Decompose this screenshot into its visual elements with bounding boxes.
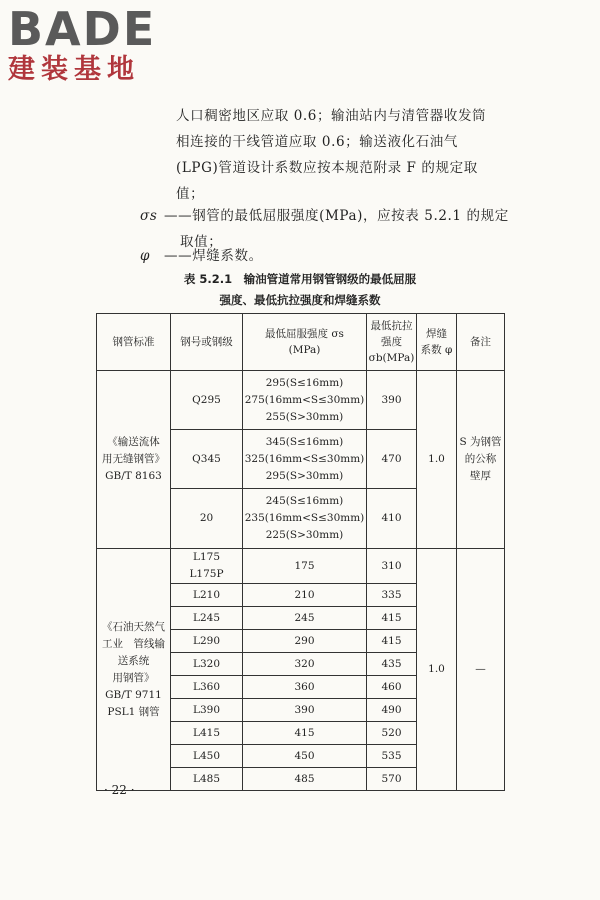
standard-line: 用无缝钢管》 bbox=[102, 453, 165, 465]
note-line: 的公称 bbox=[464, 453, 497, 465]
logo bbox=[8, 4, 156, 86]
grade-cell: L450 bbox=[171, 745, 243, 768]
grade-cell: L485 bbox=[171, 768, 243, 791]
standard-line: 送系统 bbox=[117, 654, 150, 667]
yield-line: 325(16mm<S≤30mm) bbox=[244, 452, 365, 465]
grade-cell: L175 L175P bbox=[171, 549, 243, 584]
body-paragraph bbox=[176, 103, 512, 207]
paragraph-line: 相连接的干线管道应取 0.6；输送液化石油气 bbox=[176, 134, 458, 150]
yield-line: 245(S≤16mm) bbox=[265, 495, 344, 507]
table-caption-line1: 表 5.2.1 输油管道常用钢管钢级的最低屈服 bbox=[183, 272, 417, 286]
standard-line: GB/T 9711 bbox=[105, 688, 162, 701]
group2-standard bbox=[97, 549, 171, 791]
table-row bbox=[97, 549, 505, 584]
definition-text: 取值； bbox=[180, 234, 223, 250]
yield-line: 225(S>30mm) bbox=[265, 529, 344, 541]
tensile-cell: 410 bbox=[367, 489, 417, 549]
yield-cell: 390 bbox=[243, 699, 367, 722]
group1-note bbox=[457, 371, 505, 549]
tensile-cell: 435 bbox=[367, 653, 417, 676]
header-tensile-line: σb(MPa) bbox=[368, 352, 415, 364]
yield-cell: 320 bbox=[243, 653, 367, 676]
grade-cell: L290 bbox=[171, 630, 243, 653]
yield-cell: 175 bbox=[243, 549, 367, 584]
definition-dash: —— bbox=[164, 248, 193, 264]
yield-line: 295(S>30mm) bbox=[265, 469, 344, 482]
header-grade: 钢号或钢级 bbox=[171, 314, 243, 371]
group1-weld: 1.0 bbox=[417, 371, 457, 549]
paragraph-line: 值； bbox=[176, 186, 205, 202]
standard-line: 《石油天然气 bbox=[102, 620, 165, 633]
grade-cell: L210 bbox=[171, 584, 243, 607]
note-line: S 为钢管 bbox=[459, 436, 502, 448]
header-weld-line: 焊缝 bbox=[426, 328, 447, 340]
standard-line: PSL1 钢管 bbox=[107, 705, 160, 718]
header-weld-line: 系数 φ bbox=[420, 344, 453, 356]
group2-weld: 1.0 bbox=[417, 549, 457, 791]
definition-text: 钢管的最低屈服强度(MPa)，应按表 5.2.1 的规定 bbox=[192, 208, 509, 224]
tensile-cell: 470 bbox=[367, 430, 417, 489]
yield-cell: 245 bbox=[243, 607, 367, 630]
header-weld bbox=[417, 314, 457, 371]
tensile-cell: 535 bbox=[367, 745, 417, 768]
yield-line: 275(16mm<S≤30mm) bbox=[244, 393, 365, 406]
paragraph-line: 人口稠密地区应取 0.6；输油站内与清管器收发筒 bbox=[176, 108, 487, 124]
tensile-cell: 310 bbox=[367, 549, 417, 584]
definition-text: 焊缝系数。 bbox=[192, 248, 263, 264]
yield-cell: 290 bbox=[243, 630, 367, 653]
logo-main-text: BADE bbox=[8, 2, 157, 56]
grade-cell: L245 bbox=[171, 607, 243, 630]
table-row bbox=[97, 371, 505, 430]
grade-cell: L415 bbox=[171, 722, 243, 745]
standard-line: 《输送流体 bbox=[107, 436, 160, 448]
standard-line: 用钢管》 bbox=[112, 671, 155, 684]
tensile-cell: 460 bbox=[367, 676, 417, 699]
tensile-cell: 520 bbox=[367, 722, 417, 745]
yield-cell bbox=[243, 430, 367, 489]
table-caption-line2: 强度、最低抗拉强度和焊缝系数 bbox=[219, 293, 381, 307]
grade-cell: L320 bbox=[171, 653, 243, 676]
standard-line: 工业 管线输 bbox=[102, 637, 165, 650]
note-line: 壁厚 bbox=[470, 470, 491, 482]
standard-line: GB/T 8163 bbox=[105, 470, 162, 482]
yield-cell: 210 bbox=[243, 584, 367, 607]
tensile-cell: 415 bbox=[367, 607, 417, 630]
yield-line: 295(S≤16mm) bbox=[265, 376, 344, 389]
definition-dash: —— bbox=[164, 208, 193, 224]
header-tensile bbox=[367, 314, 417, 371]
tensile-cell: 415 bbox=[367, 630, 417, 653]
yield-cell: 485 bbox=[243, 768, 367, 791]
logo-sub-text: 建装基地 bbox=[8, 54, 140, 85]
definition-symbol: φ bbox=[140, 248, 151, 264]
header-yield bbox=[243, 314, 367, 371]
steel-pipe-table bbox=[96, 313, 505, 791]
yield-cell: 450 bbox=[243, 745, 367, 768]
group2-note: — bbox=[457, 549, 505, 791]
header-tensile-line: 最低抗拉 bbox=[370, 320, 413, 332]
yield-line: 235(16mm<S≤30mm) bbox=[244, 512, 365, 524]
group1-standard bbox=[97, 371, 171, 549]
yield-line: 345(S≤16mm) bbox=[265, 435, 344, 448]
grade-cell: Q345 bbox=[171, 430, 243, 489]
definition-symbol: σs bbox=[140, 208, 158, 224]
table-header-row bbox=[97, 314, 505, 371]
grade-cell: Q295 bbox=[171, 371, 243, 430]
grade-cell: L360 bbox=[171, 676, 243, 699]
tensile-cell: 490 bbox=[367, 699, 417, 722]
header-standard: 钢管标准 bbox=[97, 314, 171, 371]
yield-cell bbox=[243, 371, 367, 430]
tensile-cell: 335 bbox=[367, 584, 417, 607]
header-note: 备注 bbox=[457, 314, 505, 371]
tensile-cell: 390 bbox=[367, 371, 417, 430]
page-number: · 22 · bbox=[104, 783, 135, 797]
header-yield-line: (MPa) bbox=[288, 344, 321, 356]
yield-cell: 360 bbox=[243, 676, 367, 699]
header-yield-line: 最低屈服强度 σs bbox=[265, 328, 344, 340]
grade-cell: 20 bbox=[171, 489, 243, 549]
header-tensile-line: 强度 bbox=[381, 336, 402, 348]
yield-line: 255(S>30mm) bbox=[265, 410, 344, 423]
grade-cell: L390 bbox=[171, 699, 243, 722]
yield-cell bbox=[243, 489, 367, 549]
paragraph-line: (LPG)管道设计系数应按本规范附录 F 的规定取 bbox=[176, 160, 478, 176]
yield-cell: 415 bbox=[243, 722, 367, 745]
tensile-cell: 570 bbox=[367, 768, 417, 791]
definition-phi bbox=[140, 243, 263, 269]
